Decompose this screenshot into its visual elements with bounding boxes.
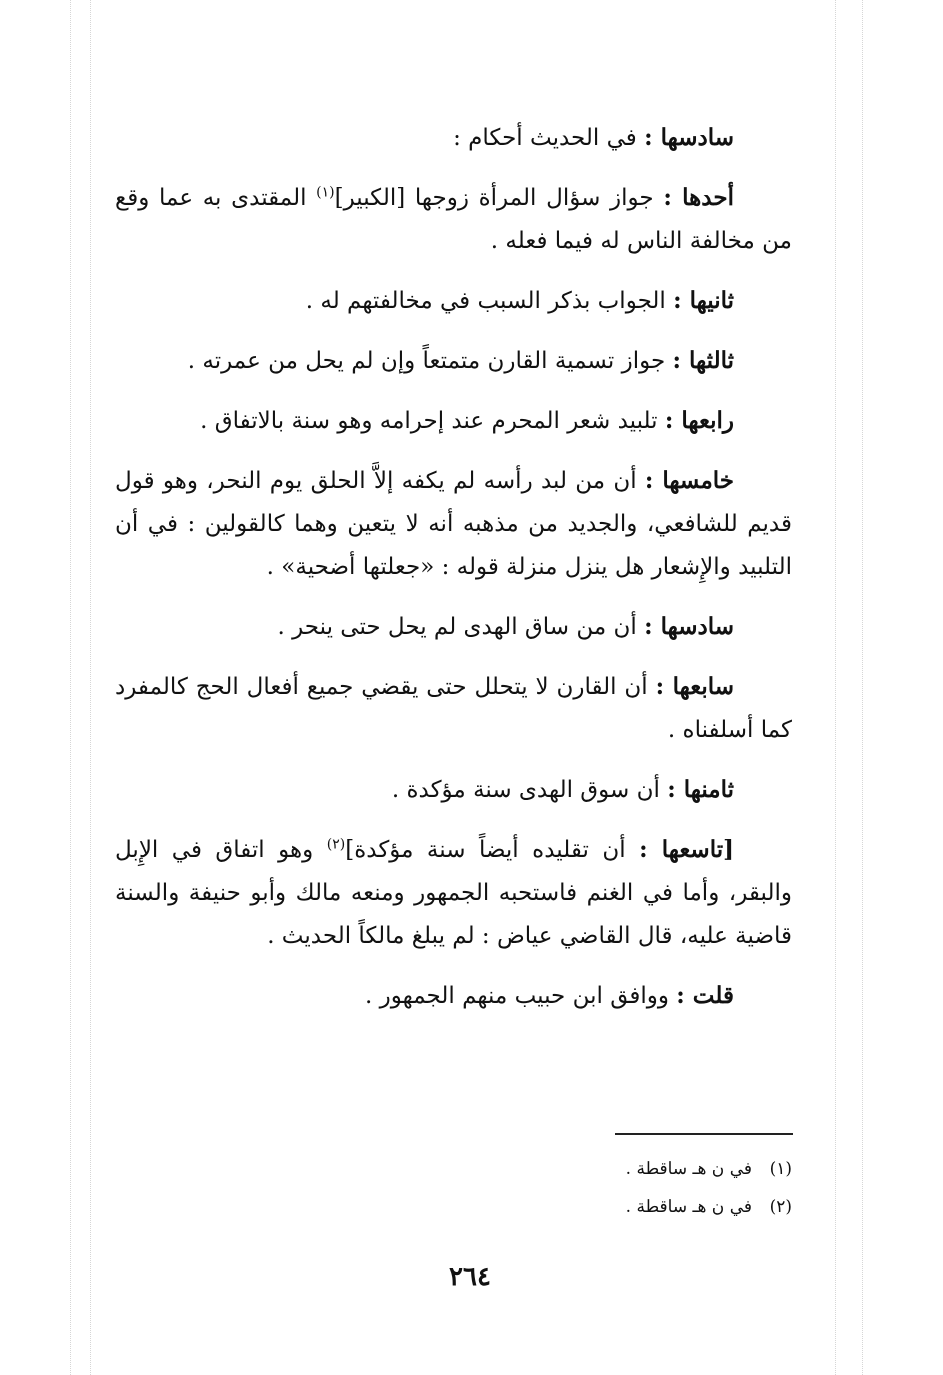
paragraph-note: [115, 974, 792, 1018]
footnote-text: في ن هـ ساقطة .: [625, 1197, 752, 1217]
main-text: [115, 116, 792, 1034]
footnote-ref: (٢): [326, 836, 346, 853]
footnote-divider: [615, 1133, 793, 1135]
paragraph-heading: أحدها :: [663, 184, 734, 211]
paragraph-heading: قلت :: [676, 982, 734, 1009]
paragraph-body: في الحديث أحكام :: [453, 125, 645, 151]
paragraph-heading: ثالثها :: [672, 347, 734, 374]
paragraph-ruling-7: [115, 665, 792, 752]
paragraph-ruling-5: [115, 459, 792, 589]
footnote-number: (١): [769, 1159, 792, 1179]
paragraph-body: جواز تسمية القارن متمتعاً وإن لم يحل من عمرته .: [187, 348, 673, 374]
paragraph-body: أن تقليده أيضاً سنة مؤكدة]: [345, 837, 640, 863]
paragraph-body: ووافق ابن حبيب منهم الجمهور .: [365, 983, 677, 1009]
paragraph-body: المقتدى به عما وقع من مخالفة الناس له فيما فعله .: [115, 185, 792, 254]
paragraph-heading: سادسها :: [644, 613, 734, 640]
paragraph-ruling-8: [115, 768, 792, 812]
paragraph-heading: خامسها :: [644, 467, 734, 494]
footnotes: [400, 1150, 792, 1226]
paragraph-body: أن من ساق الهدى لم يحل حتى ينحر .: [277, 614, 645, 640]
footnote-ref: (١): [316, 184, 335, 201]
paragraph-body: تلبيد شعر المحرم عند إحرامه وهو سنة بالاتفاق .: [200, 408, 665, 434]
paragraph-body: وهو اتفاق في الإِبل والبقر، وأما في الغنم فاستحبه الجمهور ومنعه مالك وأبو حنيفة والسنة قاضية عليه، قال القاضي عياض : لم يبلغ مالكاً الحديث .: [115, 837, 792, 949]
scan-guide-line: [70, 0, 71, 1375]
footnote-text: في ن هـ ساقطة .: [625, 1159, 752, 1179]
paragraph-heading: [تاسعها :: [639, 836, 734, 863]
page-number: ٢٦٤: [449, 1262, 491, 1292]
paragraph-body: جواز سؤال المرأة زوجها [الكبير]: [334, 185, 664, 211]
paragraph-ruling-9: [115, 828, 792, 958]
scan-guide-line: [862, 0, 863, 1375]
paragraph-body: الجواب بذكر السبب في مخالفتهم له .: [305, 288, 674, 314]
scan-guide-line: [835, 0, 836, 1375]
paragraph-ruling-3: [115, 339, 792, 383]
paragraph-ruling-1: [115, 176, 792, 263]
scan-guide-line: [90, 0, 91, 1375]
paragraph-heading: ثامنها :: [667, 776, 734, 803]
paragraph-ruling-2: [115, 279, 792, 323]
footnote-item: [400, 1150, 792, 1188]
footnote-item: [400, 1188, 792, 1226]
paragraph-body: أن من لبد رأسه لم يكفه إلاَّ الحلق يوم النحر، وهو قول قديم للشافعي، والجديد من مذهبه أنه لا يتعين وهما كالقولين : في أن التلبيد والإِشعار هل ينزل منزلة قوله : «جعلتها أضحية» .: [115, 468, 792, 580]
paragraph-heading: رابعها :: [664, 407, 734, 434]
paragraph-heading: ثانيها :: [673, 287, 734, 314]
paragraph-ruling-4: [115, 399, 792, 443]
paragraph-heading: سابعها :: [655, 673, 734, 700]
paragraph-ruling-6: [115, 605, 792, 649]
paragraph-ruling-intro: [115, 116, 792, 160]
paragraph-body: أن سوق الهدى سنة مؤكدة .: [391, 777, 668, 803]
footnote-number: (٢): [769, 1197, 792, 1217]
paragraph-body: أن القارن لا يتحلل حتى يقضي جميع أفعال الحج كالمفرد كما أسلفناه .: [115, 674, 792, 743]
paragraph-heading: سادسها :: [644, 124, 734, 151]
